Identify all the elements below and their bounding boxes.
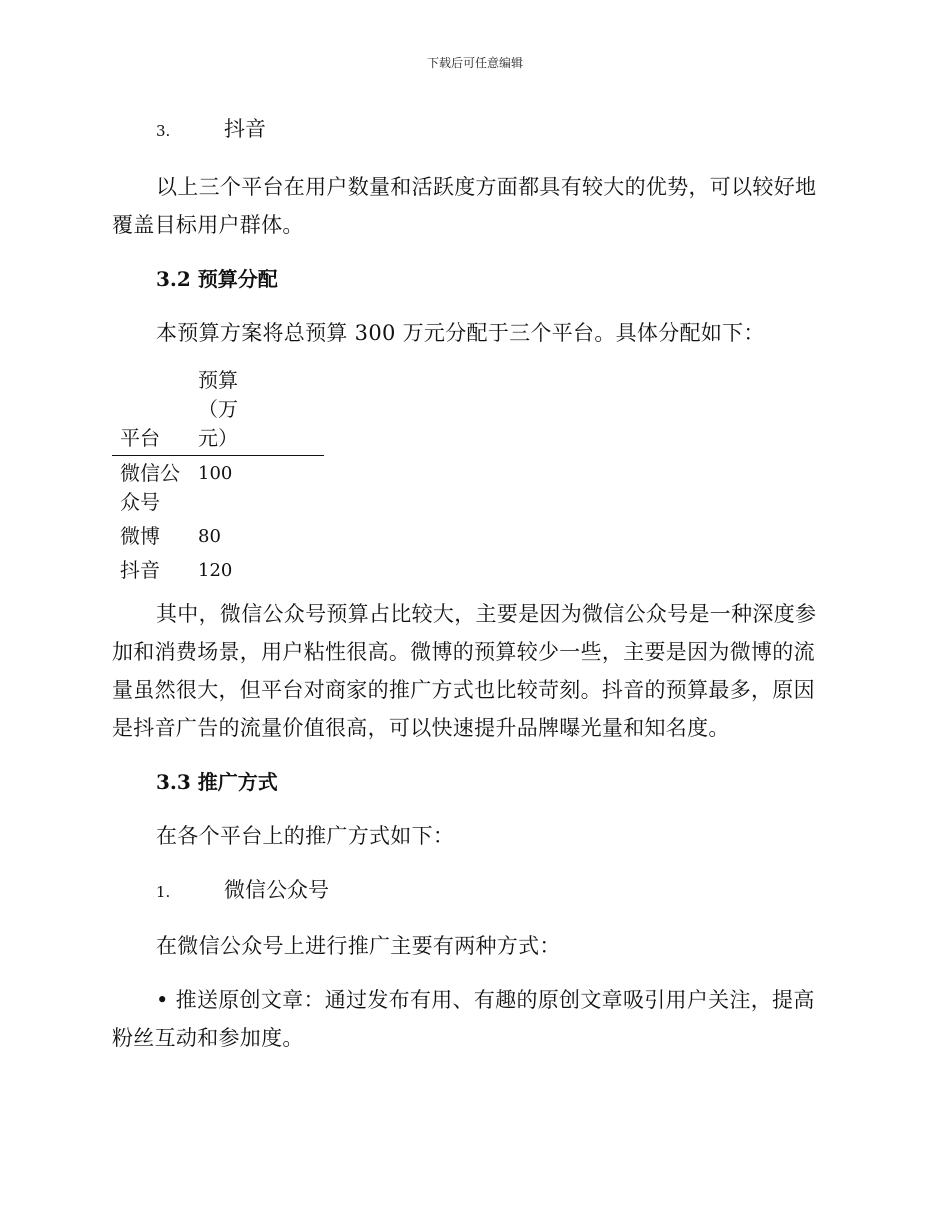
cell-platform: 抖音 bbox=[120, 558, 160, 582]
list-item-douyin bbox=[112, 110, 832, 150]
paragraph-advantage: 以上三个平台在用户数量和活跃度方面都具有较大的优势，可以较好地覆盖目标用户群体。 bbox=[112, 175, 817, 237]
table-row bbox=[112, 519, 324, 553]
cell-budget: 100 bbox=[198, 463, 233, 484]
list-number: 3. bbox=[156, 122, 171, 140]
paragraph-promo-intro: 在各个平台上的推广方式如下： bbox=[156, 824, 455, 848]
paragraph-budget-explain: 其中，微信公众号预算占比较大，主要是因为微信公众号是一种深度参加和消费场景，用户粘性很高。微博的预算较少一些，主要是因为微博的流量虽然很大，但平台对商家的推广方式也比较苛刻。抖音的预算最多，原因是抖音广告的流量价值很高，可以快速提升品牌曝光量和知名度。 bbox=[112, 602, 817, 740]
cell-platform: 微博 bbox=[120, 524, 160, 548]
table-row bbox=[112, 456, 324, 520]
cell-budget: 120 bbox=[198, 560, 233, 581]
column-header-budget: 预算（万元） bbox=[190, 366, 272, 456]
list-number: 1. bbox=[156, 883, 171, 901]
column-header-platform: 平台 bbox=[112, 366, 190, 456]
table-row bbox=[112, 553, 324, 587]
table-header-row bbox=[112, 366, 324, 456]
cell-platform: 微信公众号 bbox=[120, 461, 180, 514]
budget-table bbox=[112, 366, 324, 587]
paragraph-wechat-intro: 在微信公众号上进行推广主要有两种方式： bbox=[156, 934, 561, 958]
list-item-wechat bbox=[112, 871, 832, 911]
section-heading-budget: 3.2 预算分配 bbox=[156, 267, 278, 291]
page-header: 下载后可任意编辑 bbox=[426, 56, 523, 70]
list-label: 微信公众号 bbox=[224, 878, 329, 902]
paragraph-budget-intro: 本预算方案将总预算 300 万元分配于三个平台。具体分配如下： bbox=[156, 321, 765, 345]
cell-budget: 80 bbox=[198, 526, 221, 547]
list-label: 抖音 bbox=[224, 117, 266, 141]
document-body bbox=[112, 110, 832, 1057]
section-heading-promo: 3.3 推广方式 bbox=[156, 770, 278, 794]
paragraph-wechat-bullet: • 推送原创文章：通过发布有用、有趣的原创文章吸引用户关注，提高粉丝互动和参加度。 bbox=[112, 988, 815, 1050]
